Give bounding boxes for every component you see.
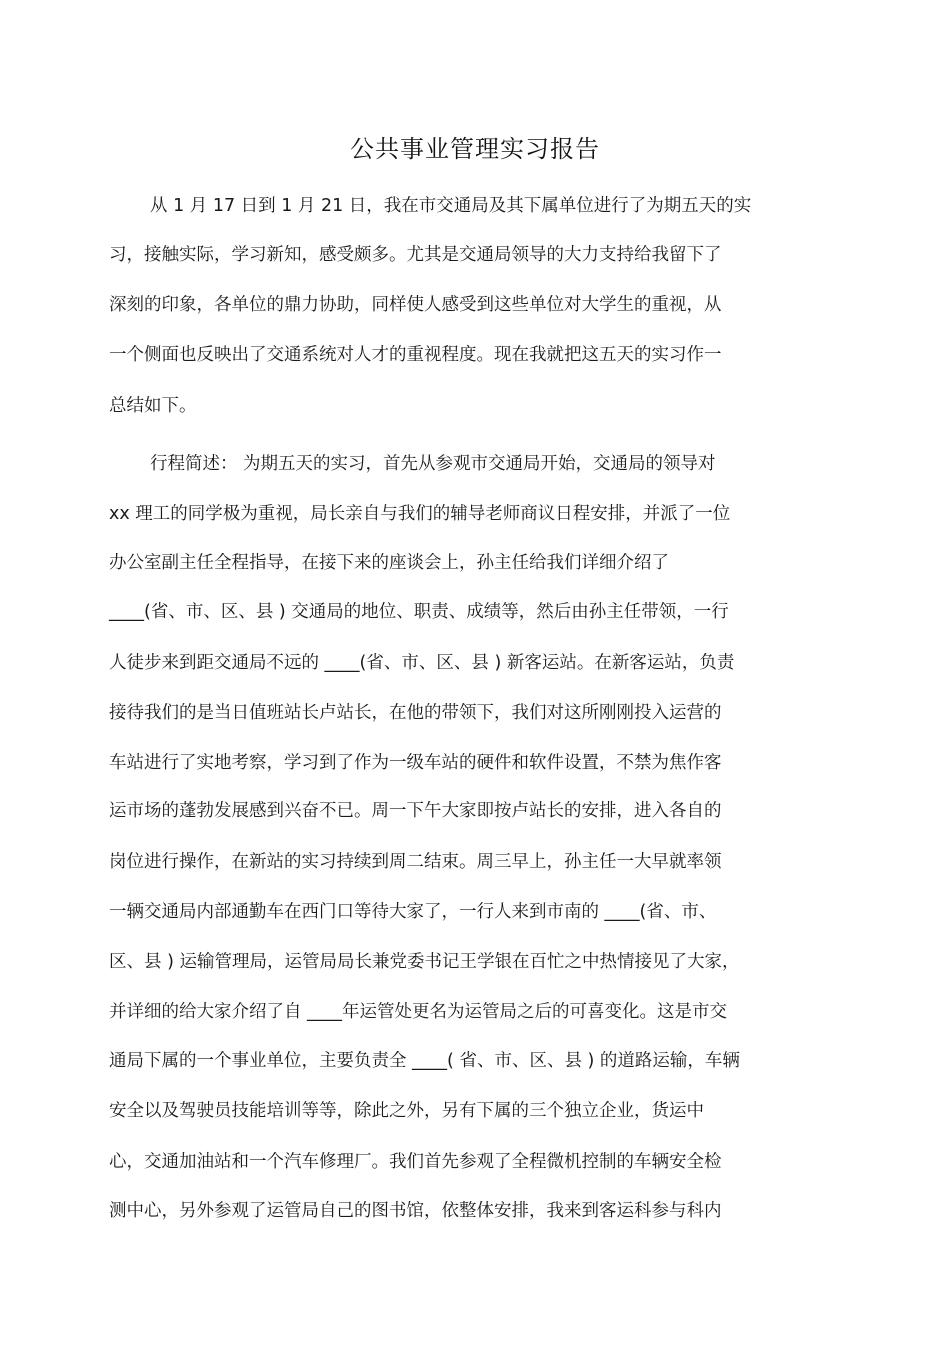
paragraph-line: 一个侧面也反映出了交通系统对人才的重视程度。现在我就把这五天的实习作一 bbox=[109, 345, 722, 365]
paragraph-line: 区、县 ) 运输管理局，运管局局长兼党委书记王学银在百忙之中热情接见了大家， bbox=[109, 952, 740, 972]
paragraph-line: 习，接触实际，学习新知，感受颇多。尤其是交通局领导的大力支持给我留下了 bbox=[109, 245, 722, 265]
paragraph-line: 办公室副主任全程指导，在接下来的座谈会上，孙主任给我们详细介绍了 bbox=[109, 553, 669, 573]
paragraph-line: 接待我们的是当日值班站长卢站长，在他的带领下，我们对这所刚刚投入运营的 bbox=[109, 703, 722, 723]
paragraph-line: 总结如下。 bbox=[109, 396, 197, 416]
paragraph-line: xx 理工的同学极为重视，局长亲自与我们的辅导老师商议日程安排，并派了一位 bbox=[109, 504, 731, 524]
paragraph-line: 心，交通加油站和一个汽车修理厂。我们首先参观了全程微机控制的车辆安全检 bbox=[109, 1152, 722, 1172]
paragraph-line: 通局下属的一个事业单位，主要负责全 ____( 省、市、区、县 ) 的道路运输，车辆 bbox=[109, 1051, 740, 1071]
paragraph-line: 从 1 月 17 日到 1 月 21 日，我在市交通局及其下属单位进行了为期五天的实 bbox=[150, 196, 752, 216]
paragraph-line: 岗位进行操作，在新站的实习持续到周二结束。周三早上，孙主任一大早就率领 bbox=[109, 852, 722, 872]
paragraph-line: 并详细的给大家介绍了自 ____年运管处更名为运管局之后的可喜变化。这是市交 bbox=[109, 1002, 728, 1022]
paragraph-line: 车站进行了实地考察，学习到了作为一级车站的硬件和软件设置，不禁为焦作客 bbox=[109, 753, 722, 773]
paragraph-line: 深刻的印象，各单位的鼎力协助，同样使人感受到这些单位对大学生的重视，从 bbox=[109, 295, 722, 315]
paragraph-line: 安全以及驾驶员技能培训等等，除此之外，另有下属的三个独立企业，货运中 bbox=[109, 1101, 704, 1121]
paragraph-line: 一辆交通局内部通勤车在西门口等待大家了，一行人来到市南的 ____(省、市、 bbox=[109, 902, 717, 922]
paragraph-line: 行程简述： 为期五天的实习，首先从参观市交通局开始，交通局的领导对 bbox=[150, 454, 716, 474]
paragraph-line: ____(省、市、区、县 ) 交通局的地位、职责、成绩等，然后由孙主任带领，一行 bbox=[109, 602, 729, 622]
paragraph-line: 运市场的蓬勃发展感到兴奋不已。周一下午大家即按卢站长的安排，进入各自的 bbox=[109, 801, 722, 821]
paragraph-line: 人徒步来到距交通局不远的 ____(省、市、区、县 ) 新客运站。在新客运站，负责 bbox=[109, 653, 735, 673]
document-title: 公共事业管理实习报告 bbox=[350, 135, 600, 163]
paragraph-line: 测中心，另外参观了运管局自己的图书馆，依整体安排，我来到客运科参与科内 bbox=[109, 1201, 722, 1221]
